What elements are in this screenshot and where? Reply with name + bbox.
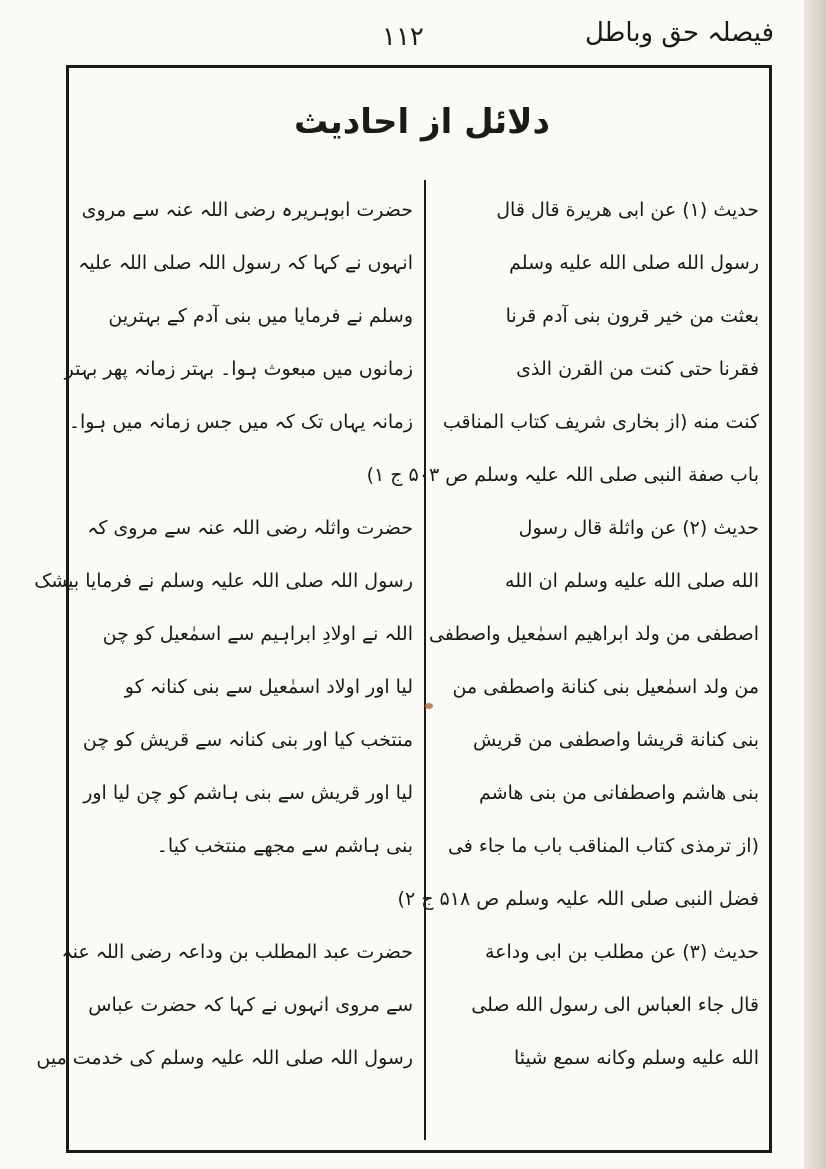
- arabic-line: من ولد اسمٰعیل بنی کنانة واصطفی من: [452, 676, 759, 698]
- urdu-line: اللہ نے اولادِ ابراہیم سے اسمٰعیل کو چن: [102, 623, 413, 645]
- page-number: ۱۱۲: [382, 22, 424, 52]
- urdu-line-spacer: [81, 449, 413, 502]
- arabic-line: قال جاء العباس الی رسول الله صلی: [471, 994, 759, 1016]
- arabic-line: رسول الله صلی الله علیه وسلم: [509, 252, 759, 274]
- urdu-line: بنی ہاشم سے مجھے منتخب کیا۔: [156, 835, 413, 857]
- urdu-line: حضرت واثلہ رضی اللہ عنہ سے مروی کہ: [87, 517, 413, 539]
- arabic-line: الله علیه وسلم وکانه سمع شیئا: [514, 1047, 759, 1069]
- arabic-line: اصطفی من ولد ابراهیم اسمٰعیل واصطفی: [428, 623, 759, 645]
- urdu-translation-column: [34, 184, 413, 1144]
- urdu-line: لیا اور قریش سے بنی ہاشم کو چن لیا اور: [83, 782, 413, 804]
- arabic-line: بعثت من خیر قرون بنی آدم قرنا: [505, 305, 759, 327]
- arabic-line: (از ترمذی کتاب المناقب باب ما جاء فی: [447, 835, 759, 857]
- urdu-line: سے مروی انہوں نے کہا کہ حضرت عباس: [88, 994, 413, 1016]
- arabic-line: کنت منه (از بخاری شریف کتاب المناقب: [442, 411, 759, 433]
- arabic-line: حدیث (۳) عن مطلب بن ابی وداعة: [484, 941, 759, 963]
- column-divider: [424, 180, 426, 1140]
- urdu-line: زمانہ یہاں تک کہ میں جس زمانہ میں ہوا۔: [68, 411, 413, 433]
- ink-mark: [425, 703, 433, 709]
- arabic-line: الله صلی الله علیه وسلم ان الله: [505, 570, 759, 592]
- book-title: فیصلہ حق وباطل: [584, 18, 774, 48]
- arabic-line: بنی کنانة قریشا واصطفی من قریش: [472, 729, 759, 751]
- arabic-line: باب صفة النبی صلی اللہ علیہ وسلم ص ۵۰۳ ج ۱): [366, 464, 759, 486]
- arabic-line: حدیث (۲) عن واثلة قال رسول: [518, 517, 759, 539]
- arabic-hadith-column: [366, 184, 759, 1144]
- urdu-line: منتخب کیا اور بنی کنانہ سے قریش کو چن: [82, 729, 413, 751]
- arabic-line: فضل النبی صلی اللہ علیہ وسلم ص ۵۱۸ ج ۲): [397, 888, 759, 910]
- urdu-line: حضرت ابوہریرہ رضی اللہ عنہ سے مروی: [81, 199, 413, 221]
- urdu-line: حضرت عبد المطلب بن وداعہ رضی اللہ عنہ: [61, 941, 413, 963]
- urdu-line: لیا اور اولاد اسمٰعیل سے بنی کنانہ کو: [124, 676, 413, 698]
- section-title: دلائل از احادیث: [294, 102, 550, 142]
- text-frame: [34, 65, 772, 1153]
- arabic-line: حدیث (۱) عن ابی هریرة قال قال: [496, 199, 759, 221]
- urdu-line: انہوں نے کہا کہ رسول اللہ صلی اللہ علیہ: [78, 252, 413, 274]
- arabic-line: بنی هاشم واصطفانی من بنی هاشم: [479, 782, 759, 804]
- urdu-line: وسلم نے فرمایا میں بنی آدم کے بہترین: [108, 305, 413, 327]
- urdu-line: رسول اللہ صلی اللہ علیہ وسلم کی خدمت میں: [36, 1047, 413, 1069]
- urdu-line: زمانوں میں مبعوث ہوا۔ بہتر زمانہ پھر بہتر: [64, 358, 413, 380]
- arabic-line: فقرنا حتی کنت من القرن الذی: [516, 358, 759, 380]
- urdu-line-spacer: [81, 873, 413, 926]
- urdu-line: رسول اللہ صلی اللہ علیہ وسلم نے فرمایا بیشک: [34, 570, 413, 592]
- binding-edge: [804, 0, 826, 1169]
